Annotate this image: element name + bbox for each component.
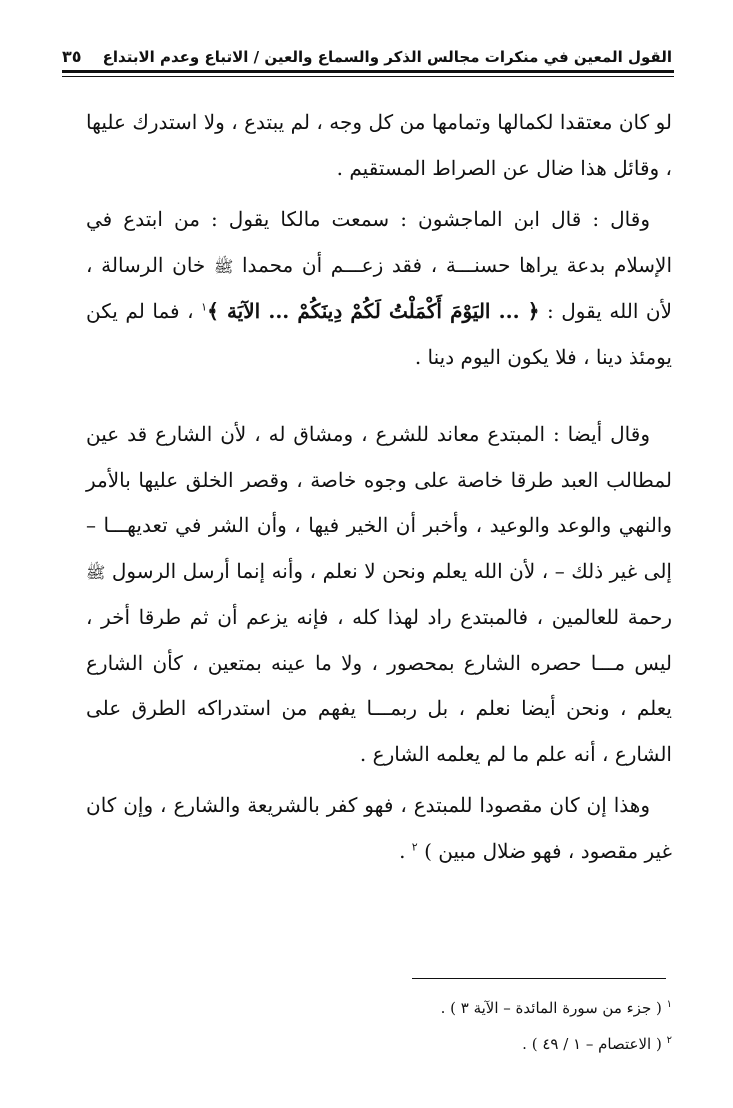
footnote-ref-2[interactable]: ٢ — [411, 839, 418, 853]
p3-text-a: وقال أيضا : المبتدع معاند للشرع ، ومشاق له ، لأن الشارع قد عين لمطالب العبد طرقا خاصة على وجوه خاصة ، وقصر الخلق عليها بالأمر والنهي والوعد والوعيد ، وأخبر أن الخير فيها ، وأن الشر في تعديهـــا – إلى غير ذلك – ، لأن الله يعلم ونحن لا نعلم ، وأنه إنما أرسل الرسول — [86, 422, 672, 583]
body-text — [86, 100, 672, 874]
footnote-2 — [200, 1026, 672, 1062]
p2-text-a: وقال : قال ابن الماجشون : سمعت مالكا يقول : من ابتدع في الإسلام بدعة يراها حسنـــة ، فقد زعـــم أن محمدا — [86, 207, 673, 277]
salawat-honorific: ﷺ — [86, 562, 106, 582]
p1-line-2: عليها ، وقائل هذا ضال عن الصراط المستقيم . — [86, 110, 672, 180]
paragraph-2 — [86, 197, 672, 380]
paragraph-4 — [86, 783, 672, 874]
page-number: ٣٥ — [62, 47, 82, 66]
running-header — [62, 30, 672, 66]
footnote-mark: ١ — [666, 999, 672, 1010]
paragraph-1 — [86, 100, 672, 191]
footnote-rule — [412, 978, 666, 979]
footnotes — [200, 990, 672, 1062]
p2-text-c: ، فما لم يكن يومئذ دينا ، فلا يكون اليوم دينا . — [86, 299, 672, 369]
p3-text-b: رحمة للعالمين ، فالمبتدع راد لهذا كله ، فإنه يزعم أن ثم طرقا أخر ، ليس مـــا حصره الشارع بمحصور ، ولا ما عينه بمتعين ، كأن الشارع يعلم ، ونحن أيضا نعلم ، بل ربمـــا يفهم من استدراكه الطرق على الشارع ، أنه علم ما لم يعلمه الشارع . — [86, 605, 672, 766]
footnote-mark: ٢ — [666, 1035, 672, 1046]
p1-line-1: لو كان معتقدا لكمالها وتمامها من كل وجه ، لم يبتدع ، ولا استدرك — [132, 110, 672, 134]
footnote-ref-1[interactable]: ١ — [201, 300, 208, 314]
p4-text-a: وهذا إن كان مقصودا للمبتدع ، فهو كفر بالشريعة والشارع ، وإن كان غير مقصود ، فهو ضلال مبين ) — [86, 793, 672, 863]
header-rule — [62, 70, 674, 73]
p2-text-b: خان الرسالة ، لأن الله يقول : — [86, 252, 673, 323]
footnote-text: ( الاعتصام – ١ / ٤٩ ) . — [522, 1035, 662, 1053]
salawat-honorific: ﷺ — [213, 256, 234, 276]
p4-text-b: . — [399, 838, 406, 863]
paragraph-3 — [86, 412, 672, 777]
quran-verse: ﴿ ... اليَوْمَ أَكْمَلْتُ لَكُمْ دِينَكُمْ ... الآيَة ﴾ — [207, 299, 540, 323]
header-title: القول المعين في منكرات مجالس الذكر والسماع والعين / الاتباع وعدم الابتداع — [102, 48, 672, 66]
footnote-text: ( جزء من سورة المائدة – الآية ٣ ) . — [440, 999, 662, 1017]
footnote-1 — [200, 990, 672, 1026]
